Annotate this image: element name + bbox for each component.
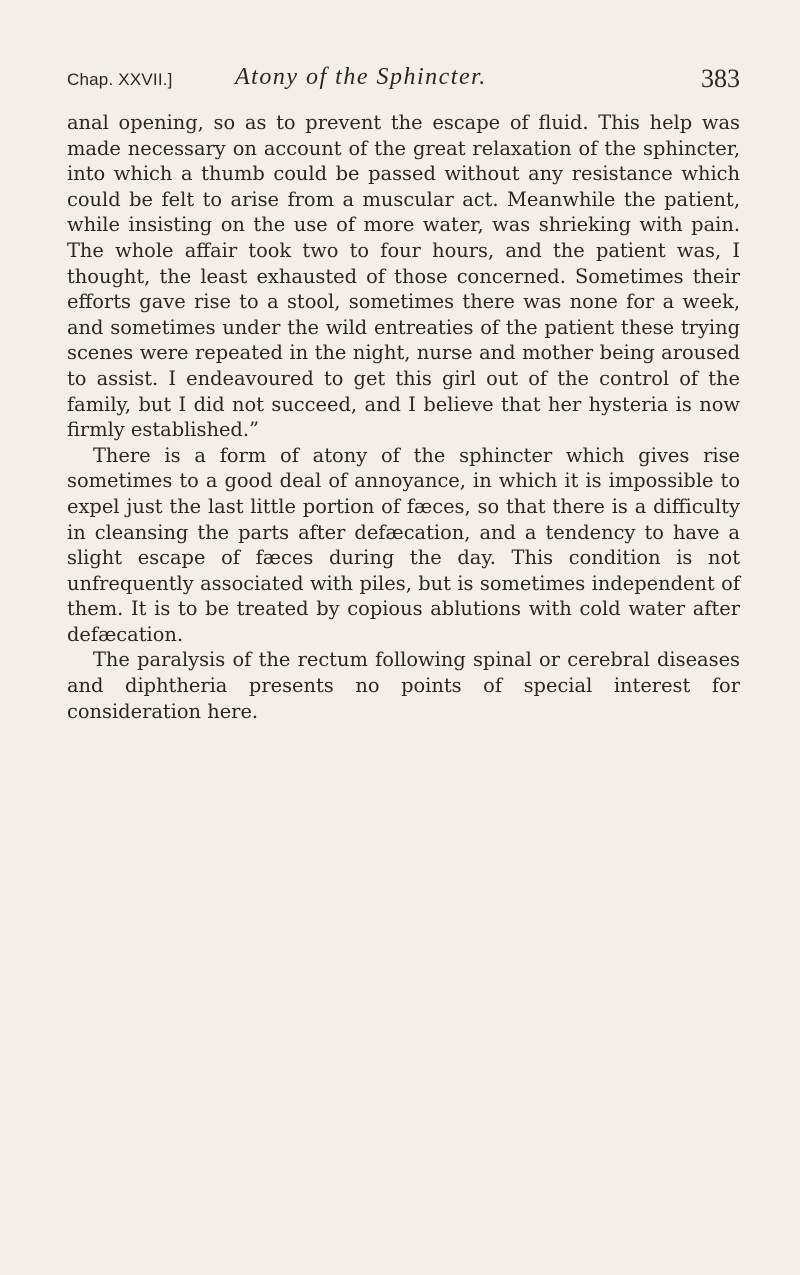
paragraph-paralysis: The paralysis of the rectum following spinal or cerebral diseases and diphtheria presents no points of special interest for consideration here. bbox=[67, 648, 740, 723]
chapter-label: Chap. XXVII.] bbox=[67, 70, 173, 89]
running-title: Atony of the Sphincter. bbox=[235, 64, 487, 90]
body-text bbox=[67, 110, 740, 724]
paragraph-atony-form: There is a form of atony of the sphincter which gives rise sometimes to a good deal of annoyance, in which it is impossible to expel just the last little portion of fæces, so that there is a difficulty in cleansing the parts after defæcation, and a tendency to have a slight escape of fæces during the day. This condition is not unfrequently associated with piles, but is sometimes independent of them. It is to be treated by copious ablutions with cold water after defæcation. bbox=[67, 443, 740, 646]
page-header bbox=[67, 64, 740, 98]
paragraph-continued: anal opening, so as to prevent the escape of fluid. This help was made necessary on account of the great relaxation of the sphincter, into which a thumb could be passed without any resistance which could be felt to arise from a muscular act. Meanwhile the patient, while insisting on the use of more water, was shrieking with pain. The whole affair took two to four hours, and the patient was, I thought, the least exhausted of those concerned. Sometimes their efforts gave rise to a stool, sometimes there was none for a week, and sometimes under the wild entreaties of the patient these trying scenes were repeated in the night, nurse and mother being aroused to assist. I endeavoured to get this girl out of the control of the family, but I did not succeed, and I believe that her hysteria is now firmly established.” bbox=[67, 111, 740, 442]
page-number: 383 bbox=[701, 64, 740, 93]
